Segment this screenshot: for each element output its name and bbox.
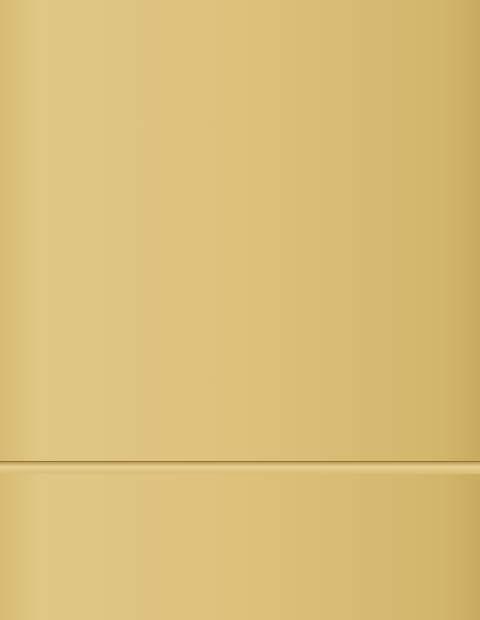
paper-fold [0,461,480,474]
